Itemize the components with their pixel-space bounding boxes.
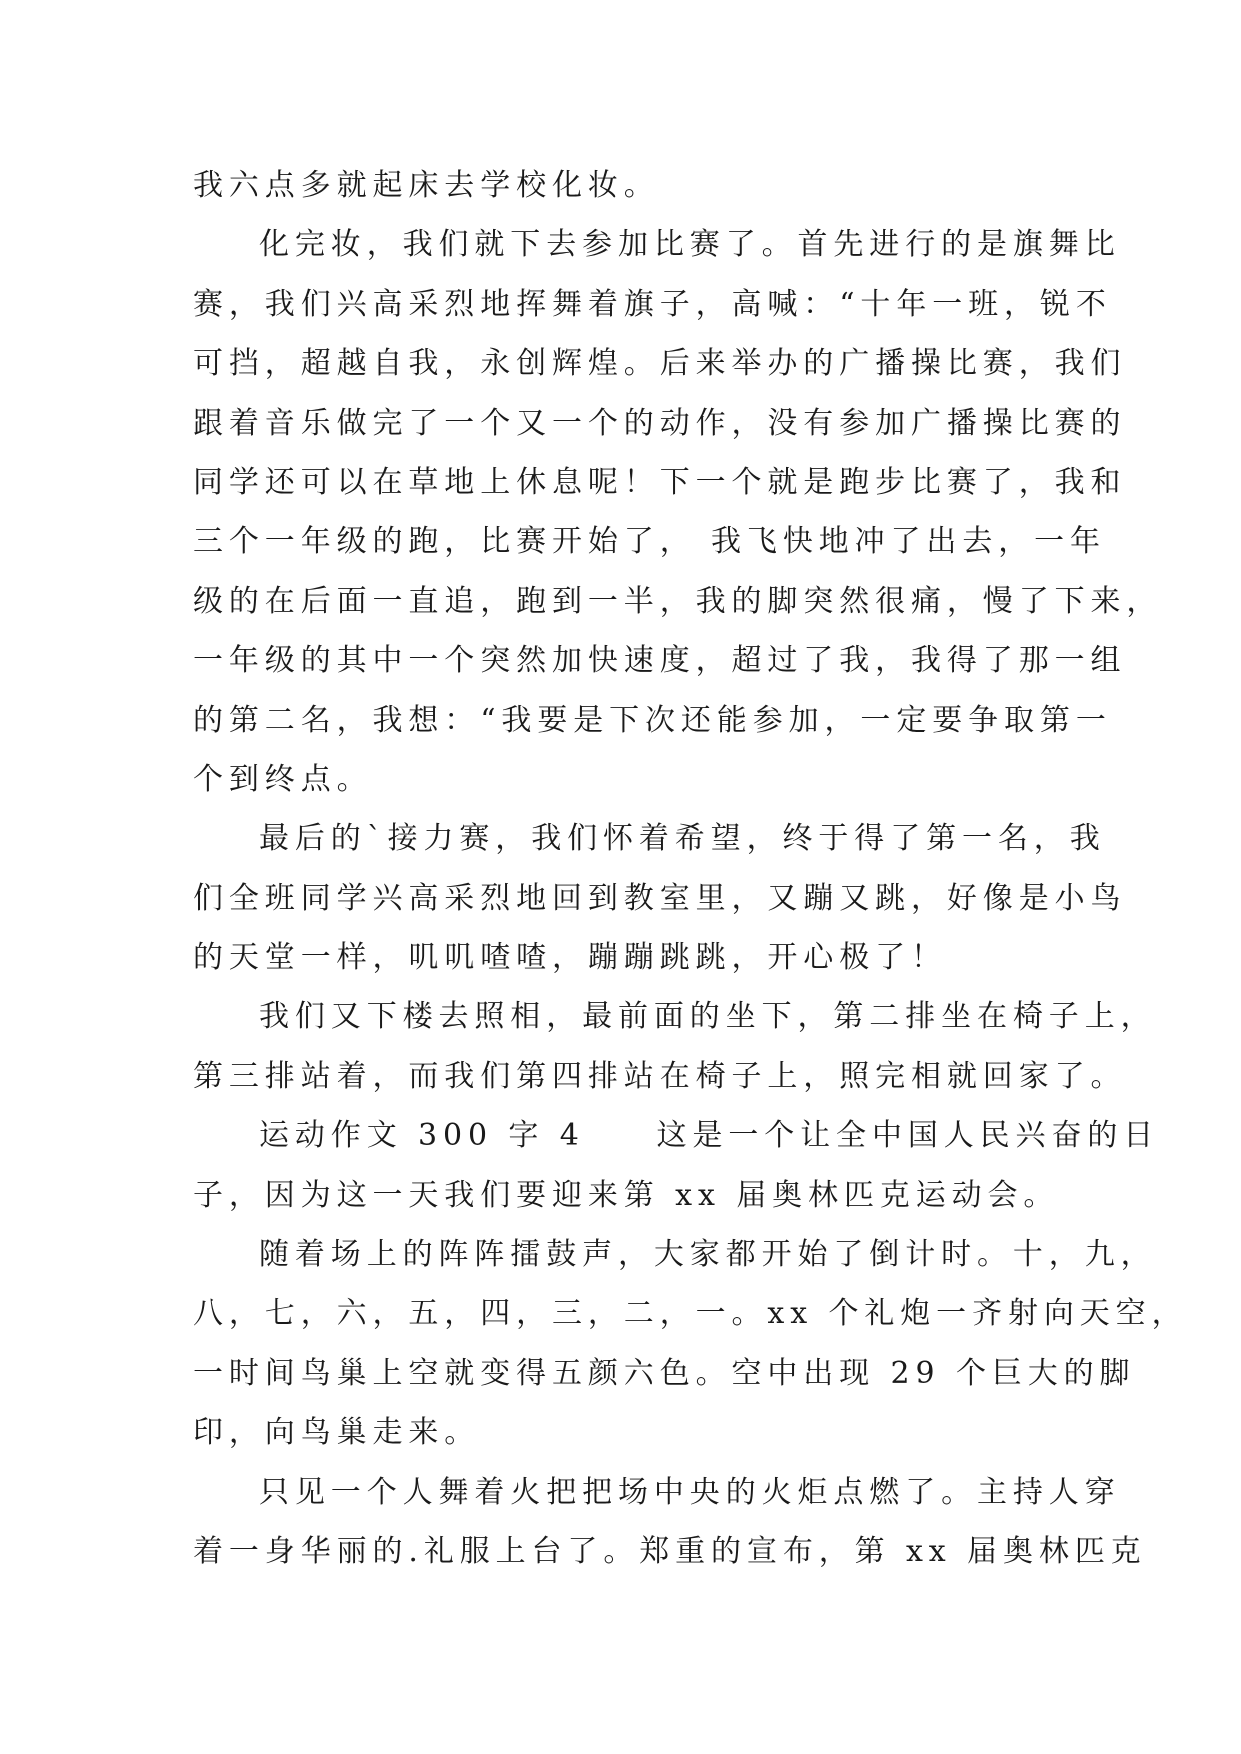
text-line: 随着场上的阵阵擂鼓声，大家都开始了倒计时。十，九， <box>259 1237 1157 1273</box>
text-line: 着一身华丽的.礼服上台了。郑重的宣布，第 xx 届奥林匹克 <box>193 1533 1147 1569</box>
text-line: 我们又下楼去照相，最前面的坐下，第二排坐在椅子上， <box>259 999 1157 1035</box>
text-line: 我六点多就起床去学校化妆。 <box>193 168 660 203</box>
text-line: 们全班同学兴高采烈地回到教室里，又蹦又跳，好像是小鸟 <box>193 880 1127 916</box>
text-line: 化完妆，我们就下去参加比赛了。首先进行的是旗舞比 <box>259 227 1121 263</box>
text-line: 的第二名，我想：“我要是下次还能参加，一定要争取第一 <box>193 702 1112 738</box>
text-line: 八，七，六，五，四，三，二，一。xx 个礼炮一齐射向天空， <box>193 1296 1188 1332</box>
text-line: 个到终点。 <box>193 761 373 797</box>
text-line: 跟着音乐做完了一个又一个的动作，没有参加广播操比赛的 <box>193 405 1127 441</box>
text-line: 最后的`接力赛，我们怀着希望，终于得了第一名，我 <box>259 821 1106 857</box>
text-line: 印，向鸟巢走来。 <box>193 1415 481 1451</box>
text-line: 同学还可以在草地上休息呢！下一个就是跑步比赛了，我和 <box>193 464 1127 500</box>
text-line: 级的在后面一直追，跑到一半，我的脚突然很痛，慢了下来， <box>193 583 1163 619</box>
text-line: 只见一个人舞着火把把场中央的火炬点燃了。主持人穿 <box>259 1474 1121 1510</box>
text-line: 一时间鸟巢上空就变得五颜六色。空中出现 29 个巨大的脚 <box>193 1355 1136 1391</box>
document-body <box>193 156 1188 1581</box>
text-line: 运动作文 300 字 4 这是一个让全中国人民兴奋的日 <box>259 1118 1160 1154</box>
text-line: 三个一年级的跑，比赛开始了， 我飞快地冲了出去，一年 <box>193 524 1106 560</box>
text-line: 第三排站着，而我们第四排站在椅子上，照完相就回家了。 <box>193 1058 1127 1094</box>
text-line: 可挡，超越自我，永创辉煌。后来举办的广播操比赛，我们 <box>193 346 1127 382</box>
text-line: 一年级的其中一个突然加快速度，超过了我，我得了那一组 <box>193 643 1127 679</box>
text-line: 的天堂一样，叽叽喳喳，蹦蹦跳跳，开心极了！ <box>193 940 947 976</box>
text-line: 赛，我们兴高采烈地挥舞着旗子，高喊：“十年一班，锐不 <box>193 286 1112 322</box>
text-line: 子，因为这一天我们要迎来第 xx 届奥林匹克运动会。 <box>193 1177 1060 1213</box>
